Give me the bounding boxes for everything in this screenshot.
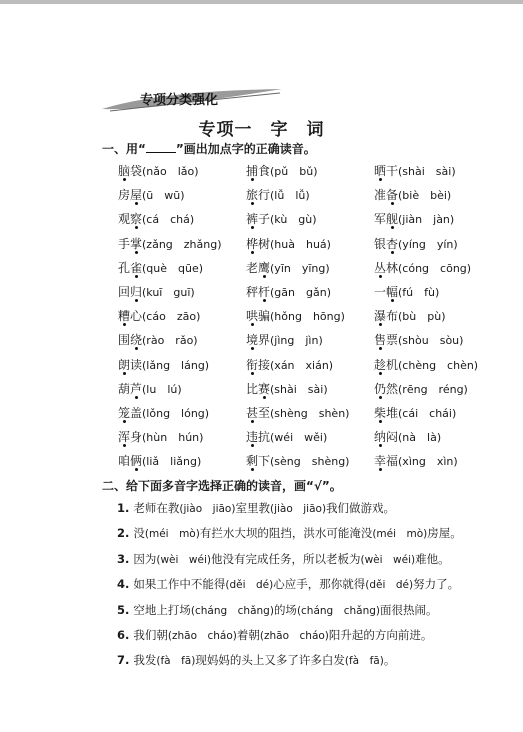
pinyin-options[interactable]: (nǎo lǎo)	[142, 165, 199, 178]
word-item	[246, 356, 374, 380]
emphasis-dot-icon	[391, 299, 394, 302]
word-text: 老鹰	[246, 261, 270, 275]
emphasis-dot-icon	[251, 178, 254, 181]
question-number: 2.	[117, 526, 134, 541]
question-text: 阳升起的方向前进。	[328, 627, 433, 642]
word-item	[374, 380, 518, 404]
pinyin-options[interactable]: (fà fā)	[156, 655, 196, 668]
pinyin-options[interactable]: (méi mò)	[144, 528, 200, 541]
word-text: 秤杆	[246, 285, 270, 299]
question-text: 的场	[273, 602, 297, 617]
question-text: 因为	[133, 551, 157, 566]
pinyin-options[interactable]: (kù gù)	[270, 213, 317, 227]
word-text: 晒干	[374, 164, 398, 178]
word-item	[118, 380, 246, 404]
word-item	[246, 307, 374, 331]
pinyin-options[interactable]: (liǎ liǎng)	[142, 455, 202, 469]
emphasis-dot-icon	[379, 444, 382, 447]
pinyin-grid	[118, 162, 518, 476]
word-item	[246, 235, 374, 259]
word-text: 比赛	[246, 382, 270, 396]
page-title: 专项一 字 词	[198, 120, 325, 140]
emphasis-dot-icon	[379, 468, 382, 471]
pinyin-options[interactable]: (jiào jiāo)	[269, 503, 327, 515]
question-text: 空地上打场	[133, 602, 191, 617]
word-item	[374, 428, 518, 452]
word-text: 银杏	[374, 237, 398, 251]
word-text: 仍然	[374, 382, 398, 396]
question-text: 我们做游戏。	[326, 501, 396, 515]
emphasis-dot-icon	[379, 178, 382, 181]
pinyin-options[interactable]: (nà là)	[398, 431, 442, 445]
pinyin-options[interactable]: (shài sài)	[398, 165, 456, 178]
question-text: 房屋。	[427, 526, 462, 541]
word-item	[374, 162, 518, 186]
pinyin-options[interactable]: (hùn hún)	[142, 431, 204, 445]
emphasis-dot-icon	[379, 372, 382, 375]
pinyin-options[interactable]: (wèi wéi)	[156, 553, 211, 566]
word-text: 桦树	[246, 237, 270, 251]
question-text: 努力了。	[413, 577, 460, 592]
pinyin-options[interactable]: (hǒng hōng)	[270, 310, 345, 324]
word-text: 旅行	[246, 188, 270, 202]
pinyin-options[interactable]: (cáo zāo)	[142, 310, 201, 324]
word-item	[118, 404, 246, 428]
emphasis-dot-icon	[379, 396, 382, 399]
pinyin-options[interactable]: (pǔ bǔ)	[270, 165, 318, 178]
word-item	[246, 283, 374, 307]
emphasis-dot-icon	[379, 275, 382, 278]
word-item	[374, 283, 518, 307]
pinyin-options[interactable]: (biè bèi)	[398, 189, 452, 203]
word-item	[118, 259, 246, 283]
word-item	[246, 259, 374, 283]
emphasis-dot-icon	[251, 202, 254, 205]
emphasis-dot-icon	[251, 420, 254, 423]
question-text: 他没有完成任务，所以老板为	[211, 551, 361, 566]
word-text: 幸福	[374, 454, 398, 468]
word-item	[246, 452, 374, 476]
pinyin-options[interactable]: (rào rǎo)	[142, 334, 198, 348]
emphasis-dot-icon	[391, 226, 394, 229]
question-text: 着朝	[236, 627, 260, 642]
section-banner	[100, 85, 285, 115]
word-text: 售票	[374, 333, 398, 347]
word-item	[118, 162, 246, 186]
emphasis-dot-icon	[263, 396, 266, 399]
word-item	[246, 162, 374, 186]
pinyin-options[interactable]: (ū wū)	[142, 189, 185, 203]
emphasis-dot-icon	[251, 347, 254, 350]
pinyin-options[interactable]: (zǎng zhǎng)	[142, 237, 222, 251]
pinyin-options[interactable]: (què qūe)	[142, 261, 204, 275]
word-text: 瀑布	[374, 309, 398, 323]
pinyin-options[interactable]: (děi dé)	[225, 579, 274, 592]
emphasis-dot-icon	[123, 178, 126, 181]
section2-heading: 二、给下面多音字选择正确的读音，画“√”。	[102, 479, 342, 493]
word-text: 衔接	[246, 358, 270, 372]
word-text: 违抗	[246, 430, 270, 444]
word-text: 观察	[118, 212, 142, 226]
question-text: 我发	[133, 653, 157, 668]
pinyin-options[interactable]: (fú fù)	[398, 285, 440, 299]
word-text: 一幅	[374, 285, 398, 299]
word-item	[246, 404, 374, 428]
pinyin-options[interactable]: (shòu sòu)	[398, 334, 464, 348]
pinyin-options[interactable]: (sèng shèng)	[270, 455, 350, 469]
pinyin-options[interactable]: (xán xián)	[270, 358, 334, 372]
word-text: 军舰	[374, 212, 398, 226]
pinyin-options[interactable]: (wéi wěi)	[270, 431, 328, 445]
pinyin-options[interactable]: (wèi wéi)	[360, 553, 416, 566]
emphasis-dot-icon	[251, 372, 254, 375]
word-text: 裤子	[246, 212, 270, 226]
word-item	[246, 380, 374, 404]
question-text: 我们朝	[133, 627, 168, 642]
section1-prefix: 一、用“	[102, 142, 146, 156]
word-item	[374, 259, 518, 283]
question-item	[117, 602, 522, 627]
word-text: 哄骗	[246, 309, 270, 323]
question-number: 5.	[117, 602, 134, 617]
word-text: 柴堆	[374, 406, 398, 420]
question-number: 1.	[117, 501, 134, 515]
word-item	[118, 331, 246, 355]
top-border	[0, 0, 523, 4]
underline-blank	[146, 141, 176, 153]
word-item	[118, 307, 246, 331]
word-item	[246, 331, 374, 355]
question-list	[117, 500, 522, 678]
emphasis-dot-icon	[123, 323, 126, 326]
question-text: 难他。	[415, 551, 450, 566]
pinyin-options[interactable]: (chèng chèn)	[398, 358, 479, 372]
emphasis-dot-icon	[379, 347, 382, 350]
word-item	[246, 210, 374, 234]
emphasis-dot-icon	[379, 420, 382, 423]
word-item	[374, 307, 518, 331]
word-text: 手掌	[118, 237, 142, 251]
section1-suffix: ”画出加点字的正确读音。	[175, 142, 316, 156]
word-text: 纳闷	[374, 430, 398, 444]
pinyin-options[interactable]: (cá chá)	[142, 213, 195, 227]
banner-text: 专项分类强化	[140, 93, 219, 108]
word-item	[118, 428, 246, 452]
pinyin-options[interactable]: (cóng cōng)	[398, 261, 472, 275]
word-item	[118, 452, 246, 476]
question-text: 现妈妈的头上又多了许多白发	[195, 653, 345, 668]
question-item	[117, 576, 522, 601]
question-text: 如果工作中不能得	[133, 577, 226, 592]
emphasis-dot-icon	[135, 275, 138, 278]
question-number: 4.	[117, 577, 134, 592]
word-item	[374, 452, 518, 476]
pinyin-options[interactable]: (cháng chǎng)	[296, 604, 380, 617]
word-item	[246, 428, 374, 452]
pinyin-options[interactable]: (shèng shèn)	[270, 406, 350, 420]
question-item	[117, 652, 522, 677]
word-text: 准备	[374, 188, 398, 202]
emphasis-dot-icon	[123, 372, 126, 375]
question-number: 7.	[117, 653, 134, 668]
word-text: 朗读	[118, 358, 142, 372]
pinyin-options[interactable]: (yíng yín)	[398, 237, 458, 251]
word-text: 甚至	[246, 406, 270, 420]
word-text: 境界	[246, 333, 270, 347]
pinyin-options[interactable]: (jìng jìn)	[270, 334, 323, 348]
pinyin-options[interactable]: (rēng réng)	[398, 382, 468, 396]
emphasis-dot-icon	[391, 251, 394, 254]
question-item	[117, 525, 522, 550]
pinyin-options[interactable]: (jiào jiāo)	[179, 503, 236, 515]
word-item	[118, 356, 246, 380]
emphasis-dot-icon	[135, 251, 138, 254]
pinyin-options[interactable]: (lǒng lóng)	[142, 406, 210, 420]
question-text: 有拦水大坝的阻挡，洪水可能淹没	[199, 526, 373, 541]
question-number: 6.	[117, 627, 134, 642]
word-item	[374, 186, 518, 210]
emphasis-dot-icon	[263, 275, 266, 278]
word-item	[374, 331, 518, 355]
word-text: 回归	[118, 285, 142, 299]
word-item	[374, 235, 518, 259]
word-item	[118, 235, 246, 259]
question-item	[117, 551, 522, 576]
emphasis-dot-icon	[391, 202, 394, 205]
question-item	[117, 500, 522, 525]
word-text: 脑袋	[118, 164, 142, 178]
question-text: 没	[133, 526, 145, 541]
pinyin-options[interactable]: (méi mò)	[372, 528, 428, 541]
emphasis-dot-icon	[251, 323, 254, 326]
pinyin-options[interactable]: (bù pù)	[398, 310, 446, 324]
word-item	[374, 356, 518, 380]
question-text: 室里教	[235, 501, 270, 515]
word-text: 葫芦	[118, 382, 142, 396]
pinyin-options[interactable]: (fà fā)	[344, 655, 384, 668]
question-text: 。	[383, 653, 396, 668]
emphasis-dot-icon	[251, 468, 254, 471]
emphasis-dot-icon	[251, 251, 254, 254]
pinyin-options[interactable]: (shài sài)	[270, 382, 328, 396]
pinyin-options[interactable]: (cái chái)	[398, 406, 457, 420]
pinyin-options[interactable]: (zhāo cháo)	[167, 629, 237, 642]
word-text: 房屋	[118, 188, 142, 202]
emphasis-dot-icon	[123, 444, 126, 447]
pinyin-options[interactable]: (děi dé)	[365, 579, 414, 592]
emphasis-dot-icon	[135, 226, 138, 229]
pinyin-options[interactable]: (cháng chǎng)	[190, 604, 274, 617]
word-text: 咱俩	[118, 454, 142, 468]
emphasis-dot-icon	[263, 299, 266, 302]
emphasis-dot-icon	[135, 396, 138, 399]
emphasis-dot-icon	[135, 347, 138, 350]
pinyin-options[interactable]: (lu lú)	[142, 382, 182, 396]
word-item	[118, 283, 246, 307]
pinyin-options[interactable]: (yīn yīng)	[270, 261, 330, 275]
pinyin-options[interactable]: (gān gǎn)	[270, 285, 331, 299]
word-text: 糟心	[118, 309, 142, 323]
emphasis-dot-icon	[251, 444, 254, 447]
word-item	[118, 186, 246, 210]
pinyin-options[interactable]: (lǎng láng)	[142, 358, 210, 372]
emphasis-dot-icon	[123, 420, 126, 423]
word-text: 丛林	[374, 261, 398, 275]
emphasis-dot-icon	[135, 299, 138, 302]
pinyin-options[interactable]: (kuī guī)	[142, 285, 195, 299]
emphasis-dot-icon	[135, 468, 138, 471]
pinyin-options[interactable]: (jiàn jàn)	[398, 213, 455, 227]
word-text: 趁机	[374, 358, 398, 372]
question-text: 面很热闹。	[380, 602, 438, 617]
emphasis-dot-icon	[135, 202, 138, 205]
pinyin-options[interactable]: (lǚ lǚ)	[270, 189, 310, 203]
emphasis-dot-icon	[379, 323, 382, 326]
pinyin-options[interactable]: (xìng xìn)	[398, 455, 458, 469]
question-number: 3.	[117, 551, 134, 566]
word-item	[118, 210, 246, 234]
word-text: 笼盖	[118, 406, 142, 420]
word-item	[374, 404, 518, 428]
word-text: 剩下	[246, 454, 270, 468]
question-item	[117, 627, 522, 652]
pinyin-options[interactable]: (zhāo cháo)	[259, 629, 329, 642]
word-item	[374, 210, 518, 234]
pinyin-options[interactable]: (huà huá)	[270, 237, 331, 251]
word-text: 捕食	[246, 164, 270, 178]
emphasis-dot-icon	[251, 226, 254, 229]
word-item	[246, 186, 374, 210]
word-text: 孔雀	[118, 261, 142, 275]
word-text: 围绕	[118, 333, 142, 347]
word-text: 浑身	[118, 430, 142, 444]
question-text: 心应手，那你就得	[273, 577, 366, 592]
question-text: 老师在教	[133, 501, 180, 515]
section1-heading	[102, 140, 316, 157]
